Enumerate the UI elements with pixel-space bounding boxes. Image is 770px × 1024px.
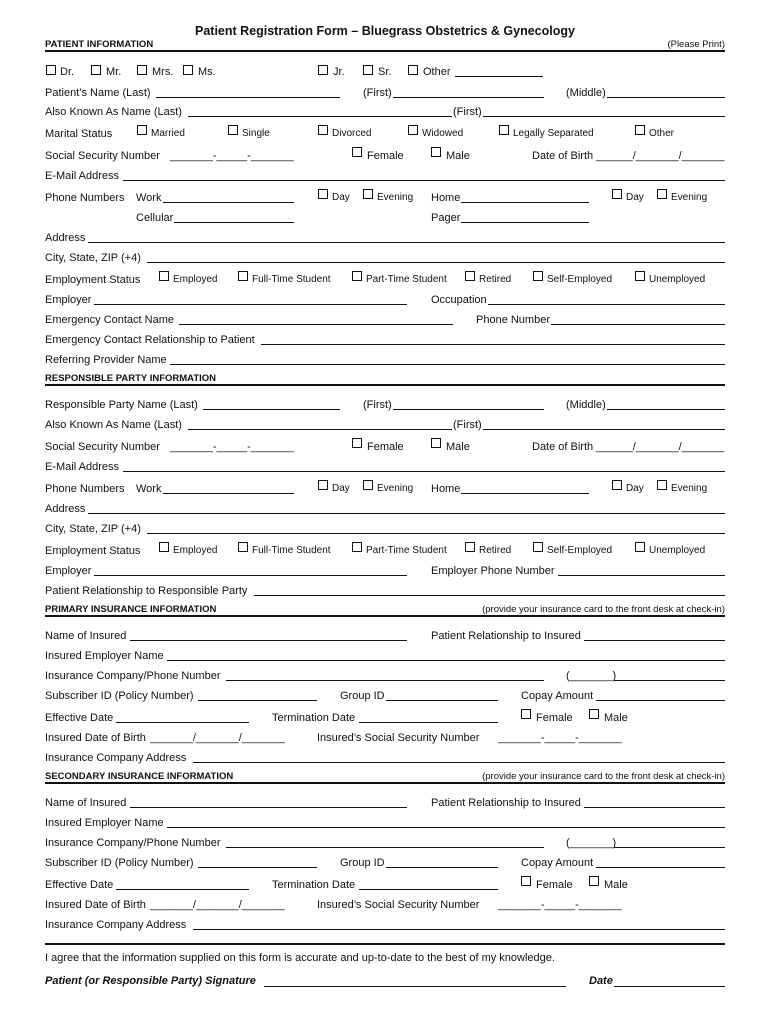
primary-insured-ssn-field[interactable]: _______-_____-_______ <box>498 732 622 744</box>
primary-area-code-field[interactable]: (_______) <box>566 670 617 682</box>
label-insured-ssn: Insured’s Social Security Number <box>317 732 480 744</box>
label-emergency-relationship: Emergency Contact Relationship to Patient <box>45 334 255 346</box>
primary-termination-date-field[interactable] <box>359 722 498 723</box>
checkbox-legally-separated[interactable] <box>499 125 509 135</box>
label-emergency-phone: Phone Number <box>476 314 550 326</box>
checkbox-divorced[interactable] <box>318 125 328 135</box>
signature-date-field[interactable] <box>614 986 725 987</box>
aka-first-field[interactable] <box>483 116 725 117</box>
label-patient-rel-insured: Patient Relationship to Insured <box>431 797 581 809</box>
checkbox-ms[interactable] <box>183 65 193 75</box>
secondary-insured-dob-field[interactable]: _______/_______/_______ <box>150 899 285 911</box>
label-ins-company-address: Insurance Company Address <box>45 919 187 931</box>
home-phone-field[interactable] <box>461 202 589 203</box>
label-ssn: Social Security Number <box>45 150 160 162</box>
checkbox-widowed[interactable] <box>408 125 418 135</box>
section-heading-secondary: SECONDARY INSURANCE INFORMATION <box>45 771 234 782</box>
employer-field[interactable] <box>94 304 407 305</box>
cellular-field[interactable] <box>174 222 294 223</box>
label-unemployed: Unemployed <box>649 274 706 285</box>
secondary-insured-name-field[interactable] <box>130 807 407 808</box>
checkbox-employed[interactable] <box>159 271 169 281</box>
label-aka-first: (First) <box>453 106 482 118</box>
responsible-last-name-field[interactable] <box>203 409 340 410</box>
label-email: E-Mail Address <box>45 461 119 473</box>
secondary-termination-date-field[interactable] <box>359 889 498 890</box>
checkbox-home-evening[interactable] <box>657 189 667 199</box>
agreement-text: I agree that the information supplied on this form is accurate and up-to-date to the best of my knowledge. <box>45 952 555 964</box>
label-dr: Dr. <box>60 66 75 78</box>
label-occupation: Occupation <box>431 294 487 306</box>
label-subscriber-id: Subscriber ID (Policy Number) <box>45 690 194 702</box>
primary-group-id-field[interactable] <box>386 700 498 701</box>
checkbox-responsible-part-time-student[interactable] <box>352 542 362 552</box>
label-evening: Evening <box>377 192 414 203</box>
checkbox-primary-female[interactable] <box>521 709 531 719</box>
patient-last-name-field[interactable] <box>156 97 340 98</box>
section-heading-primary: PRIMARY INSURANCE INFORMATION <box>45 604 217 615</box>
checkbox-unemployed[interactable] <box>635 271 645 281</box>
primary-ins-phone-field[interactable] <box>614 680 725 681</box>
checkbox-responsible-male[interactable] <box>431 438 441 448</box>
checkbox-full-time-student[interactable] <box>238 271 248 281</box>
label-address: Address <box>45 503 86 515</box>
label-cellular: Cellular <box>136 212 174 224</box>
checkbox-responsible-self-employed[interactable] <box>533 542 543 552</box>
responsible-home-phone-field[interactable] <box>461 493 589 494</box>
primary-effective-date-field[interactable] <box>116 722 249 723</box>
responsible-employer-field[interactable] <box>94 575 407 576</box>
dob-field[interactable]: ______/_______/_______ <box>596 150 725 162</box>
responsible-address-field[interactable] <box>88 513 725 514</box>
label-work: Work <box>136 483 162 495</box>
checkbox-responsible-retired[interactable] <box>465 542 475 552</box>
label-female: Female <box>536 712 573 724</box>
label-evening: Evening <box>671 192 708 203</box>
label-patient-name-last: Patient’s Name (Last) <box>45 87 151 99</box>
secondary-area-code-field[interactable]: (_______) <box>566 837 617 849</box>
label-first: (First) <box>363 399 392 411</box>
label-ins-company-phone: Insurance Company/Phone Number <box>45 670 221 682</box>
checkbox-work-evening[interactable] <box>363 189 373 199</box>
label-middle: (Middle) <box>566 399 606 411</box>
checkbox-sr[interactable] <box>363 65 373 75</box>
responsible-work-phone-field[interactable] <box>163 493 294 494</box>
label-widowed: Widowed <box>422 128 464 139</box>
label-female: Female <box>367 441 404 453</box>
checkbox-part-time-student[interactable] <box>352 271 362 281</box>
checkbox-work-day[interactable] <box>318 189 328 199</box>
pager-field[interactable] <box>461 222 589 223</box>
label-dob: Date of Birth <box>532 150 594 162</box>
primary-insured-name-field[interactable] <box>130 640 407 641</box>
label-aka-first: (First) <box>453 419 482 431</box>
responsible-dob-field[interactable]: ______/_______/_______ <box>596 441 725 453</box>
label-unemployed: Unemployed <box>649 545 706 556</box>
label-single: Single <box>242 128 270 139</box>
primary-card-note: (provide your insurance card to the front desk at check-in) <box>482 604 725 615</box>
label-emergency-contact: Emergency Contact Name <box>45 314 174 326</box>
section-divider <box>45 50 725 52</box>
section-divider <box>45 384 725 386</box>
label-employment-status: Employment Status <box>45 545 141 557</box>
responsible-first-name-field[interactable] <box>393 409 544 410</box>
secondary-ins-phone-field[interactable] <box>614 847 725 848</box>
label-male: Male <box>446 441 470 453</box>
date-label: Date <box>589 975 613 987</box>
label-mrs: Mrs. <box>152 66 174 78</box>
label-name-of-insured: Name of Insured <box>45 630 127 642</box>
secondary-ins-address-field[interactable] <box>193 929 725 930</box>
label-dob: Date of Birth <box>532 441 594 453</box>
label-ms: Ms. <box>198 66 216 78</box>
checkbox-marital-other[interactable] <box>635 125 645 135</box>
checkbox-primary-male[interactable] <box>589 709 599 719</box>
label-self-employed: Self-Employed <box>547 545 613 556</box>
responsible-aka-first-field[interactable] <box>483 429 725 430</box>
label-subscriber-id: Subscriber ID (Policy Number) <box>45 857 194 869</box>
label-first: (First) <box>363 87 392 99</box>
label-female: Female <box>536 879 573 891</box>
responsible-employer-phone-field[interactable] <box>558 575 725 576</box>
checkbox-other-title[interactable] <box>408 65 418 75</box>
label-responsible-name-last: Responsible Party Name (Last) <box>45 399 198 411</box>
label-employed: Employed <box>173 274 218 285</box>
referring-provider-field[interactable] <box>170 364 725 365</box>
other-title-field[interactable] <box>455 76 543 77</box>
responsible-ssn-field[interactable]: _______-_____-_______ <box>170 441 294 453</box>
label-employed: Employed <box>173 545 218 556</box>
label-other-title: Other <box>423 66 451 78</box>
label-city-state-zip: City, State, ZIP (+4) <box>45 252 141 264</box>
secondary-effective-date-field[interactable] <box>116 889 249 890</box>
label-employer: Employer <box>45 565 92 577</box>
signature-label: Patient (or Responsible Party) Signature <box>45 975 256 987</box>
checkbox-home-day[interactable] <box>612 189 622 199</box>
label-copay: Copay Amount <box>521 690 594 702</box>
checkbox-responsible-full-time-student[interactable] <box>238 542 248 552</box>
ssn-field[interactable]: _______-_____-_______ <box>170 150 294 162</box>
label-termination-date: Termination Date <box>272 879 356 891</box>
secondary-rel-insured-field[interactable] <box>584 807 725 808</box>
checkbox-jr[interactable] <box>318 65 328 75</box>
city-state-zip-field[interactable] <box>147 262 725 263</box>
label-ins-company-address: Insurance Company Address <box>45 752 187 764</box>
section-heading-patient: PATIENT INFORMATION <box>45 39 154 50</box>
section-divider <box>45 943 725 945</box>
primary-insured-employer-field[interactable] <box>167 660 725 661</box>
checkbox-responsible-work-day[interactable] <box>318 480 328 490</box>
responsible-aka-last-field[interactable] <box>188 429 452 430</box>
secondary-ins-company-field[interactable] <box>226 847 544 848</box>
responsible-email-field[interactable] <box>123 471 725 472</box>
secondary-card-note: (provide your insurance card to the front desk at check-in) <box>482 771 725 782</box>
label-aka-last: Also Known As Name (Last) <box>45 419 182 431</box>
checkbox-female[interactable] <box>352 147 362 157</box>
label-work: Work <box>136 192 162 204</box>
checkbox-mr[interactable] <box>91 65 101 75</box>
label-legally-separated: Legally Separated <box>513 128 594 139</box>
label-patient-rel-insured: Patient Relationship to Insured <box>431 630 581 642</box>
checkbox-responsible-employed[interactable] <box>159 542 169 552</box>
label-phone-numbers: Phone Numbers <box>45 192 125 204</box>
address-field[interactable] <box>88 242 725 243</box>
label-phone-numbers: Phone Numbers <box>45 483 125 495</box>
label-group-id: Group ID <box>340 690 385 702</box>
checkbox-self-employed[interactable] <box>533 271 543 281</box>
label-self-employed: Self-Employed <box>547 274 613 285</box>
responsible-city-state-zip-field[interactable] <box>147 533 725 534</box>
label-ssn: Social Security Number <box>45 441 160 453</box>
label-marital-other: Other <box>649 128 675 139</box>
label-male: Male <box>604 712 628 724</box>
checkbox-retired[interactable] <box>465 271 475 281</box>
label-city-state-zip: City, State, ZIP (+4) <box>45 523 141 535</box>
emergency-phone-field[interactable] <box>551 324 725 325</box>
label-day: Day <box>332 192 350 203</box>
section-heading-responsible: RESPONSIBLE PARTY INFORMATION <box>45 373 217 384</box>
section-divider <box>45 782 725 784</box>
checkbox-single[interactable] <box>228 125 238 135</box>
label-address: Address <box>45 232 86 244</box>
label-married: Married <box>151 128 185 139</box>
checkbox-male[interactable] <box>431 147 441 157</box>
label-ins-company-phone: Insurance Company/Phone Number <box>45 837 221 849</box>
primary-insured-dob-field[interactable]: _______/_______/_______ <box>150 732 285 744</box>
aka-last-field[interactable] <box>188 116 452 117</box>
label-effective-date: Effective Date <box>45 712 114 724</box>
primary-ins-address-field[interactable] <box>193 762 725 763</box>
label-part-time-student: Part-Time Student <box>366 274 447 285</box>
checkbox-dr[interactable] <box>46 65 56 75</box>
label-employer: Employer <box>45 294 92 306</box>
label-employer-phone: Employer Phone Number <box>431 565 555 577</box>
label-pager: Pager <box>431 212 461 224</box>
please-print-note: (Please Print) <box>667 39 725 50</box>
signature-field[interactable] <box>264 986 566 987</box>
label-middle: (Middle) <box>566 87 606 99</box>
patient-first-name-field[interactable] <box>393 97 544 98</box>
label-name-of-insured: Name of Insured <box>45 797 127 809</box>
primary-subscriber-id-field[interactable] <box>198 700 317 701</box>
checkbox-responsible-work-evening[interactable] <box>363 480 373 490</box>
label-retired: Retired <box>479 545 512 556</box>
checkbox-mrs[interactable] <box>137 65 147 75</box>
responsible-middle-name-field[interactable] <box>607 409 725 410</box>
label-insured-employer: Insured Employer Name <box>45 650 164 662</box>
label-full-time-student: Full-Time Student <box>252 274 331 285</box>
label-female: Female <box>367 150 404 162</box>
label-divorced: Divorced <box>332 128 372 139</box>
emergency-contact-field[interactable] <box>179 324 453 325</box>
label-termination-date: Termination Date <box>272 712 356 724</box>
label-male: Male <box>604 879 628 891</box>
checkbox-secondary-female[interactable] <box>521 876 531 886</box>
label-insured-dob: Insured Date of Birth <box>45 899 146 911</box>
label-male: Male <box>446 150 470 162</box>
label-day: Day <box>626 192 644 203</box>
label-home: Home <box>431 483 461 495</box>
label-mr: Mr. <box>106 66 122 78</box>
checkbox-responsible-home-day[interactable] <box>612 480 622 490</box>
secondary-insured-employer-field[interactable] <box>167 827 725 828</box>
label-evening: Evening <box>671 483 708 494</box>
label-email: E-Mail Address <box>45 170 119 182</box>
label-effective-date: Effective Date <box>45 879 114 891</box>
secondary-insured-ssn-field[interactable]: _______-_____-_______ <box>498 899 622 911</box>
checkbox-married[interactable] <box>137 125 147 135</box>
section-divider <box>45 615 725 617</box>
label-insured-dob: Insured Date of Birth <box>45 732 146 744</box>
primary-copay-field[interactable] <box>596 700 725 701</box>
label-aka-last: Also Known As Name (Last) <box>45 106 182 118</box>
primary-rel-insured-field[interactable] <box>584 640 725 641</box>
label-home: Home <box>431 192 461 204</box>
secondary-group-id-field[interactable] <box>386 867 498 868</box>
form-title: Patient Registration Form – Bluegrass Obstetrics & Gynecology <box>195 24 575 38</box>
work-phone-field[interactable] <box>163 202 294 203</box>
checkbox-responsible-female[interactable] <box>352 438 362 448</box>
label-day: Day <box>332 483 350 494</box>
label-patient-rel-responsible: Patient Relationship to Responsible Party <box>45 585 248 597</box>
occupation-field[interactable] <box>488 304 725 305</box>
label-group-id: Group ID <box>340 857 385 869</box>
emergency-relationship-field[interactable] <box>261 344 725 345</box>
patient-rel-responsible-field[interactable] <box>254 595 725 596</box>
label-marital-status: Marital Status <box>45 128 113 140</box>
label-insured-ssn: Insured’s Social Security Number <box>317 899 480 911</box>
secondary-copay-field[interactable] <box>596 867 725 868</box>
checkbox-responsible-unemployed[interactable] <box>635 542 645 552</box>
patient-middle-name-field[interactable] <box>607 97 725 98</box>
label-referring-provider: Referring Provider Name <box>45 354 167 366</box>
checkbox-responsible-home-evening[interactable] <box>657 480 667 490</box>
secondary-subscriber-id-field[interactable] <box>198 867 317 868</box>
label-part-time-student: Part-Time Student <box>366 545 447 556</box>
label-retired: Retired <box>479 274 512 285</box>
label-insured-employer: Insured Employer Name <box>45 817 164 829</box>
label-copay: Copay Amount <box>521 857 594 869</box>
label-employment-status: Employment Status <box>45 274 141 286</box>
label-jr: Jr. <box>333 66 345 78</box>
label-full-time-student: Full-Time Student <box>252 545 331 556</box>
email-field[interactable] <box>123 180 725 181</box>
label-sr: Sr. <box>378 66 392 78</box>
checkbox-secondary-male[interactable] <box>589 876 599 886</box>
label-day: Day <box>626 483 644 494</box>
primary-ins-company-field[interactable] <box>226 680 544 681</box>
label-evening: Evening <box>377 483 414 494</box>
